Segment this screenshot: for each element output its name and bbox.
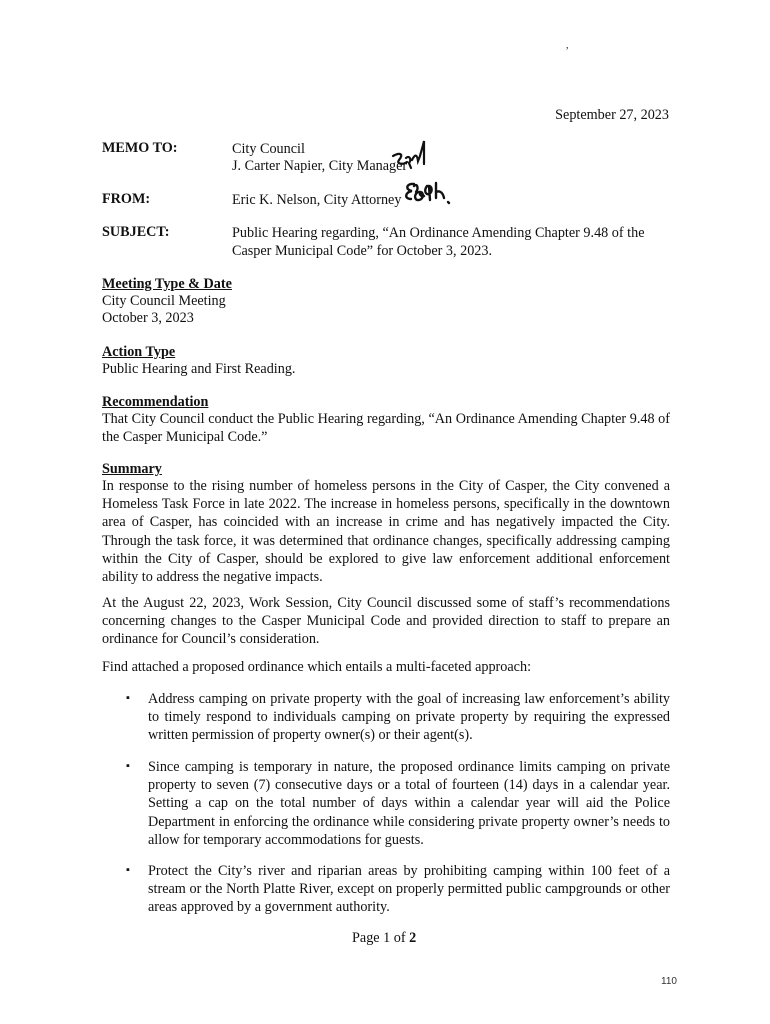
summary-paragraph-1: In response to the rising number of homeless persons in the City of Casper, the City convened a Homeless Task Force in late 2022. The increase in homeless persons, specifically in the downtown area of Casper, has coincided with an increase in crime and has negatively impacted the City. Through the task force, it was determined that ordinance changes, specifically addressing camping within the City of Casper, should be explored to give law enforcement additional enforcement ability to address the negative impacts. — [102, 478, 670, 586]
page-number-total: 2 — [409, 930, 417, 946]
bullet-item-private-property: Address camping on private property with the goal of increasing law enforcement’s ability to timely respond to individuals camping on private property by requiring the expressed written permission of property owner(s) or their agent(s). — [148, 691, 670, 744]
recommendation-text: That City Council conduct the Public Hearing regarding, “An Ordinance Amending Chapter 9.48 of the Casper Municipal Code.” — [102, 411, 670, 446]
recommendation-heading: Recommendation — [102, 394, 209, 410]
summary-heading: Summary — [102, 461, 162, 477]
summary-paragraph-2: At the August 22, 2023, Work Session, City Council discussed some of staff’s recommendations concerning changes to the Casper Municipal Code and provided direction to staff to prepare an ordinance for Council’s consideration. — [102, 595, 670, 648]
bullet-item-river-protection: Protect the City’s river and riparian areas by prohibiting camping within 100 feet of a stream or the North Platte River, except on properly permitted public campgrounds or other areas approved by a government authority. — [148, 863, 670, 916]
bullet-marker: ▪ — [126, 692, 130, 704]
meeting-type-line-1: City Council Meeting — [102, 293, 226, 309]
city-attorney-signature — [402, 180, 458, 214]
from-label: FROM: — [102, 191, 151, 207]
memo-date: September 27, 2023 — [555, 107, 669, 123]
page-number — [352, 929, 416, 947]
from-value: Eric K. Nelson, City Attorney — [232, 192, 402, 208]
city-manager-signature — [390, 138, 430, 174]
memo-to-recipient-2: J. Carter Napier, City Manager — [232, 158, 408, 174]
meeting-type-heading: Meeting Type & Date — [102, 276, 232, 292]
meeting-type-line-2: October 3, 2023 — [102, 310, 194, 326]
page-number-prefix: Page 1 of — [352, 930, 410, 946]
memo-to-label: MEMO TO: — [102, 140, 178, 156]
subject-line-1: Public Hearing regarding, “An Ordinance Amending Chapter 9.48 of the — [232, 225, 645, 241]
subject-line-2: Casper Municipal Code” for October 3, 2023. — [232, 243, 493, 259]
page-stamp-number: 110 — [661, 976, 677, 987]
bullet-marker: ▪ — [126, 864, 130, 876]
memo-to-recipient-1: City Council — [232, 141, 305, 157]
bullet-marker: ▪ — [126, 760, 130, 772]
action-type-heading: Action Type — [102, 344, 176, 360]
action-type-text: Public Hearing and First Reading. — [102, 361, 296, 377]
corner-mark: , — [566, 40, 569, 51]
summary-paragraph-3: Find attached a proposed ordinance which entails a multi-faceted approach: — [102, 659, 532, 675]
bullet-item-camping-limits: Since camping is temporary in nature, the proposed ordinance limits camping on private property to seven (7) consecutive days or a total of fourteen (14) days in a calendar year. Setting a cap on the total number of days within a calendar year will aid the Police Department in enforcing the ordinance while considering private property owner’s needs to allow for temporary accommodations for guests. — [148, 759, 670, 848]
subject-label: SUBJECT: — [102, 224, 170, 240]
